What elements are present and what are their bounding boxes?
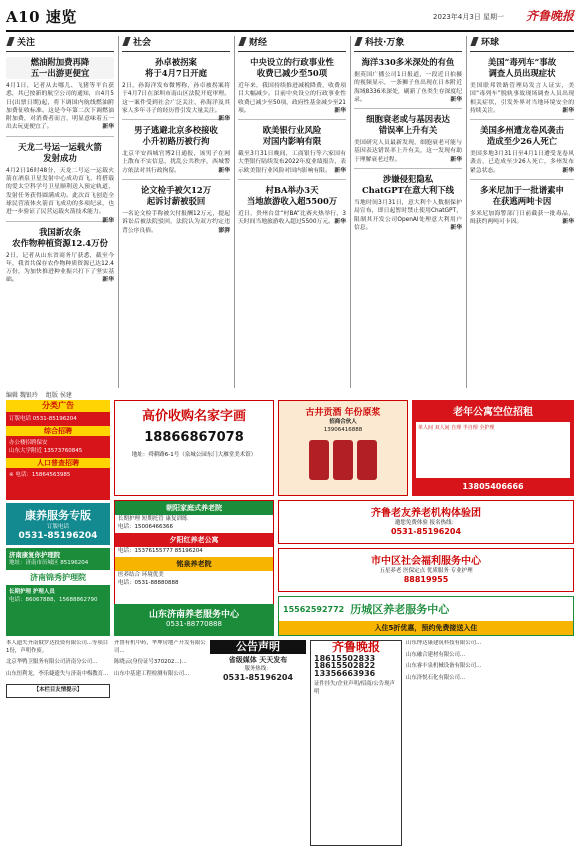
bottle-icon — [309, 440, 329, 480]
article-title: 海洋330多米深处的有鱼 — [361, 57, 455, 67]
article-body: 当地时间3月31日，意大利个人数据保护局宣布，即日起暂时禁止使用ChatGPT，限制其开发公司OpenAI处理意大利用户信息。 新华 — [354, 200, 462, 231]
licheng-elderly-ad: 15562592772 历城区养老服务中心 入住5折优惠，预约免费接送入住 — [278, 596, 574, 636]
article-body: 美国多地3月31日至4月1日遭受龙卷风袭击，已造成至少26人死亡，多州发布紧急状态。 新华 — [470, 151, 574, 174]
gonggao-title: 公告声明 — [210, 640, 306, 654]
column-separator — [466, 36, 467, 388]
article-title: 多米尼加于一批谱素申 在获逃两吨卡因 — [480, 185, 564, 207]
article-body: 一名论文检手称被欠付报酬12万元，提起诉讼后被法院驳回，法院认为双方约定违背公序良俗。 澎湃 — [122, 211, 230, 234]
layout-name: 组版 侯建 — [45, 392, 72, 399]
renkuo-banner: 人口普查招聘 — [6, 458, 110, 468]
kangyang-ad: 康养服务专版 订版电话 0531-85196204 — [6, 503, 110, 545]
column-header: 科技·万象 — [354, 36, 462, 52]
article-title: 我国新农条 农作物种植资源12.4万份 — [12, 226, 108, 248]
notices-left — [6, 640, 110, 846]
article-body: 2日，孙海洋发布微博称，孙卓被拐案将于4月7日在深圳市南山区法院开庭审理。这一案件受到社会广泛关注，孙海洋及其家人多年寻子的经历曾引发大量关注。 新华 — [122, 83, 230, 123]
article-title: 孙卓被拐案 将于4月7日开庭 — [145, 57, 207, 78]
column-huanqiu — [470, 36, 574, 388]
article-title: 男子逃避北京多校接收 小升初路历被行拘 — [134, 125, 218, 147]
column-separator — [234, 36, 235, 388]
article-title: 中央设立的行政事业性 收费已减少至50项 — [250, 57, 334, 78]
notices-right — [406, 640, 574, 846]
column-header: 环球 — [470, 36, 574, 52]
buyback-phone: 18866867078 — [144, 430, 244, 445]
article-title: 细胞衰老或与基因表达 错误率上升有关 — [366, 114, 450, 136]
notice-tip-box: 【本栏目友情提示】 — [6, 684, 110, 698]
article-body: 4月2日16时48分，天龙二号运一运载火箭在酒泉卫星发射中心成功首飞，将搭载的爱太空科学号卫星顺利送入预定轨道，发射任务获得圆满成功。此次首飞创造全球民营液体火箭首飞成功的多项纪录，也进一步验证了民营运载火箭技术能力。 新华 — [6, 167, 114, 224]
notice-item: 山东睿丰泉机械设备有限公司... — [406, 663, 482, 670]
masthead-rule — [6, 30, 574, 32]
column-keji — [354, 36, 462, 388]
elderly-trip-ad: 齐鲁老友养老机构体验团 邀您免费体验 报名热线： 0531-85196204 — [278, 500, 574, 544]
care-home-ads: 济南康复你护理院 地址：济南市历城区 85196204 济南锦秀护理院 长期护理 护理人员 电话：86067888，15688862790 — [6, 548, 110, 636]
gonggao-box: 公告声明 省级媒体 天天发布 服务热线： 0531-85196204 — [210, 640, 306, 846]
issue-date: 2023年4月3日 星期一 — [433, 13, 504, 21]
qlwb-logo: 齐鲁晚报 — [331, 640, 380, 654]
article-body: 多米尼加海警部门日前截获一批毒品，缉获约两吨可卡因。 新华 — [470, 211, 574, 226]
column-header: 社会 — [122, 36, 230, 52]
article-title: 论文检手被欠12万 起诉讨薪被驳回 — [140, 185, 212, 207]
article-body: 美国联邦铁路管理局发言人证实，美国“毒列车”脱轨事故现场调查人员出现相关症状，引发外界对当地环境安全的持续关注。 新华 — [470, 83, 574, 114]
article-title: 欧美银行业风险 对国内影响有限 — [262, 125, 322, 147]
article-body: 美国研究人员最新发现，细胞衰老可能与基因表达错误率上升有关，这一发现有助于理解衰老过程。 新华 — [354, 140, 462, 163]
article-body: 4月1日，记者从去哪儿、飞猪等平台获悉，其已按新的航空公司的通知，自4月5日(出票日期)起，将下调国内航线燃油附加费征收标准。这是今年第二次下调燃油附加费，对消费者而言，明显意味着五一出去玩更便宜了。 新华 — [6, 83, 114, 131]
jinan-elderly-ad: 山东济南养老服务中心 0531-88770888 — [114, 604, 274, 636]
senior-apartment-ad: 老年公寓空位招租 单人间 双人间 自理 半自理 全护理 13805406666 — [412, 400, 574, 496]
notice-item: 山东博达康建筑科技有限公司... — [406, 640, 482, 646]
liquor-ad: 古井贡酒 年份原浆 招商合伙人 13906416888 — [278, 400, 408, 496]
column-shehui — [122, 36, 230, 388]
notices-section — [6, 640, 574, 846]
notice-item: 山东泽悦石化有限公司... — [406, 674, 466, 681]
column-caijing — [238, 36, 346, 388]
article-title: 村BA举办3天 当地旅游收入超5500万 — [246, 185, 338, 207]
news-section — [6, 36, 574, 388]
notice-item: 齐鲁有机中药，华坤房地产开发有限公司... — [114, 640, 206, 654]
notice-item: 山东中基建工程检测有限公司... — [114, 670, 190, 677]
price-table: 单人间 双人间 自理 半自理 全护理 — [416, 422, 570, 478]
care-home-listings: 朝阳家庭式养老院 长期护理 短期托管 康复训练 电话：15006466366 夕阳红养老公寓 电话：15376155777 85196204 铭泉养老院 医养结合 环境优美 电话：0531-88880888 — [114, 500, 274, 632]
article-title: 天龙二号运一运载火箭 发射成功 — [18, 141, 102, 163]
column-separator — [118, 36, 119, 388]
article-body: 2日，记者从山东省商务厅获悉，截至今年，我省共保存农作物种质资源已达12.4万份，为加快推进种业振兴打下了坚实基础。 新华 — [6, 252, 114, 284]
article-body: 近年来，我国持续推进减税降费，收费项目大幅减少。目前中央设立的行政事业性收费已减少至50项，政府性基金减少至21项。 新华 — [238, 83, 346, 114]
article-title: 美国多州遭龙卷风袭击 造成至少26人死亡 — [480, 125, 564, 147]
column-guanzhu — [6, 36, 114, 388]
paper-logo: 齐鲁晚报 — [525, 9, 574, 23]
calligraphy-buyback-ad: 高价收购名家字画 18866867078 地址：舜耕路6-1号（泉城公园东门大雁堂美术馆） — [114, 400, 274, 496]
article-body: 截至3月31日晚间，工商银行等六家国有大型银行陆续发布2022年度业绩报告，表示欧美银行业风险对国内影响有限。 新华 — [238, 151, 346, 174]
column-header: 关注 — [6, 36, 114, 52]
ads-section — [6, 400, 574, 636]
article-title: 燃油附加费再降 五一出游更便宜 — [6, 57, 114, 79]
classified-banner: 分类广告 — [6, 400, 110, 412]
masthead — [6, 6, 574, 28]
editor-name: 编辑 魏银玲 — [6, 392, 38, 399]
bottle-icon — [357, 440, 377, 480]
column-header: 财经 — [238, 36, 346, 52]
editor-credits — [6, 390, 80, 399]
welfare-center-ad: 市中区社会福利服务中心 五星养老 医保定点 优质服务 专业护理 88819955 — [278, 548, 574, 592]
column-separator — [350, 36, 351, 388]
classified-ad-left-top: 分类广告 订版电话 0531-85196204 综合招聘 办公楼招聘保安 山东大学附近 13573760845 人口普查招聘 ※ 电话：15864563985 — [6, 400, 110, 500]
article-title: 美国“毒列车”事故 调查人员出现症状 — [487, 57, 557, 78]
article-body: 北京平安西城官博2日通报，该男子在网上散布不实信息，扰乱公共秩序，西城警方依法对其行政拘留。 新华 — [122, 151, 230, 174]
notice-item: 山东恒利龙，李乐婕遗失与济南中梅教育... — [6, 670, 109, 677]
article-body: 近日，贵州台盘“村BA”比赛火热举行，3天时间当地旅游收入超过5500万元。 新华 — [238, 211, 346, 226]
notice-item: 北京华鸭卫服务有限公司济南分公司... — [6, 659, 98, 666]
article-title: 涉嫌侵犯隐私 ChatGPT在意大利下线 — [362, 174, 454, 196]
notice-item: 本人遗失齐南俄罗达投资有限公司...等项目1份，声明作废。 — [6, 640, 109, 654]
article-body: 据英国广播公司1日报道，一段近日拍摄的视频显示，一条狮子鱼出现在日本附近海域8336米深处，刷新了鱼类生存深度纪录。 新华 — [354, 72, 462, 103]
bottle-icon — [333, 440, 353, 480]
zonghe-banner: 综合招聘 — [6, 426, 110, 436]
qlwb-notice-box: 齐鲁晚报 18615502833 18615502822 13356663936 证件挂失/企业声明/招商/公告现声明 — [310, 640, 402, 846]
page-number: A10 速览 — [6, 8, 77, 26]
notice-item: 山东融合建材有限公司... — [406, 651, 466, 658]
notices-mid-left — [114, 640, 206, 846]
notice-item: 陈晓云(身份证号370202...)... — [114, 659, 187, 666]
